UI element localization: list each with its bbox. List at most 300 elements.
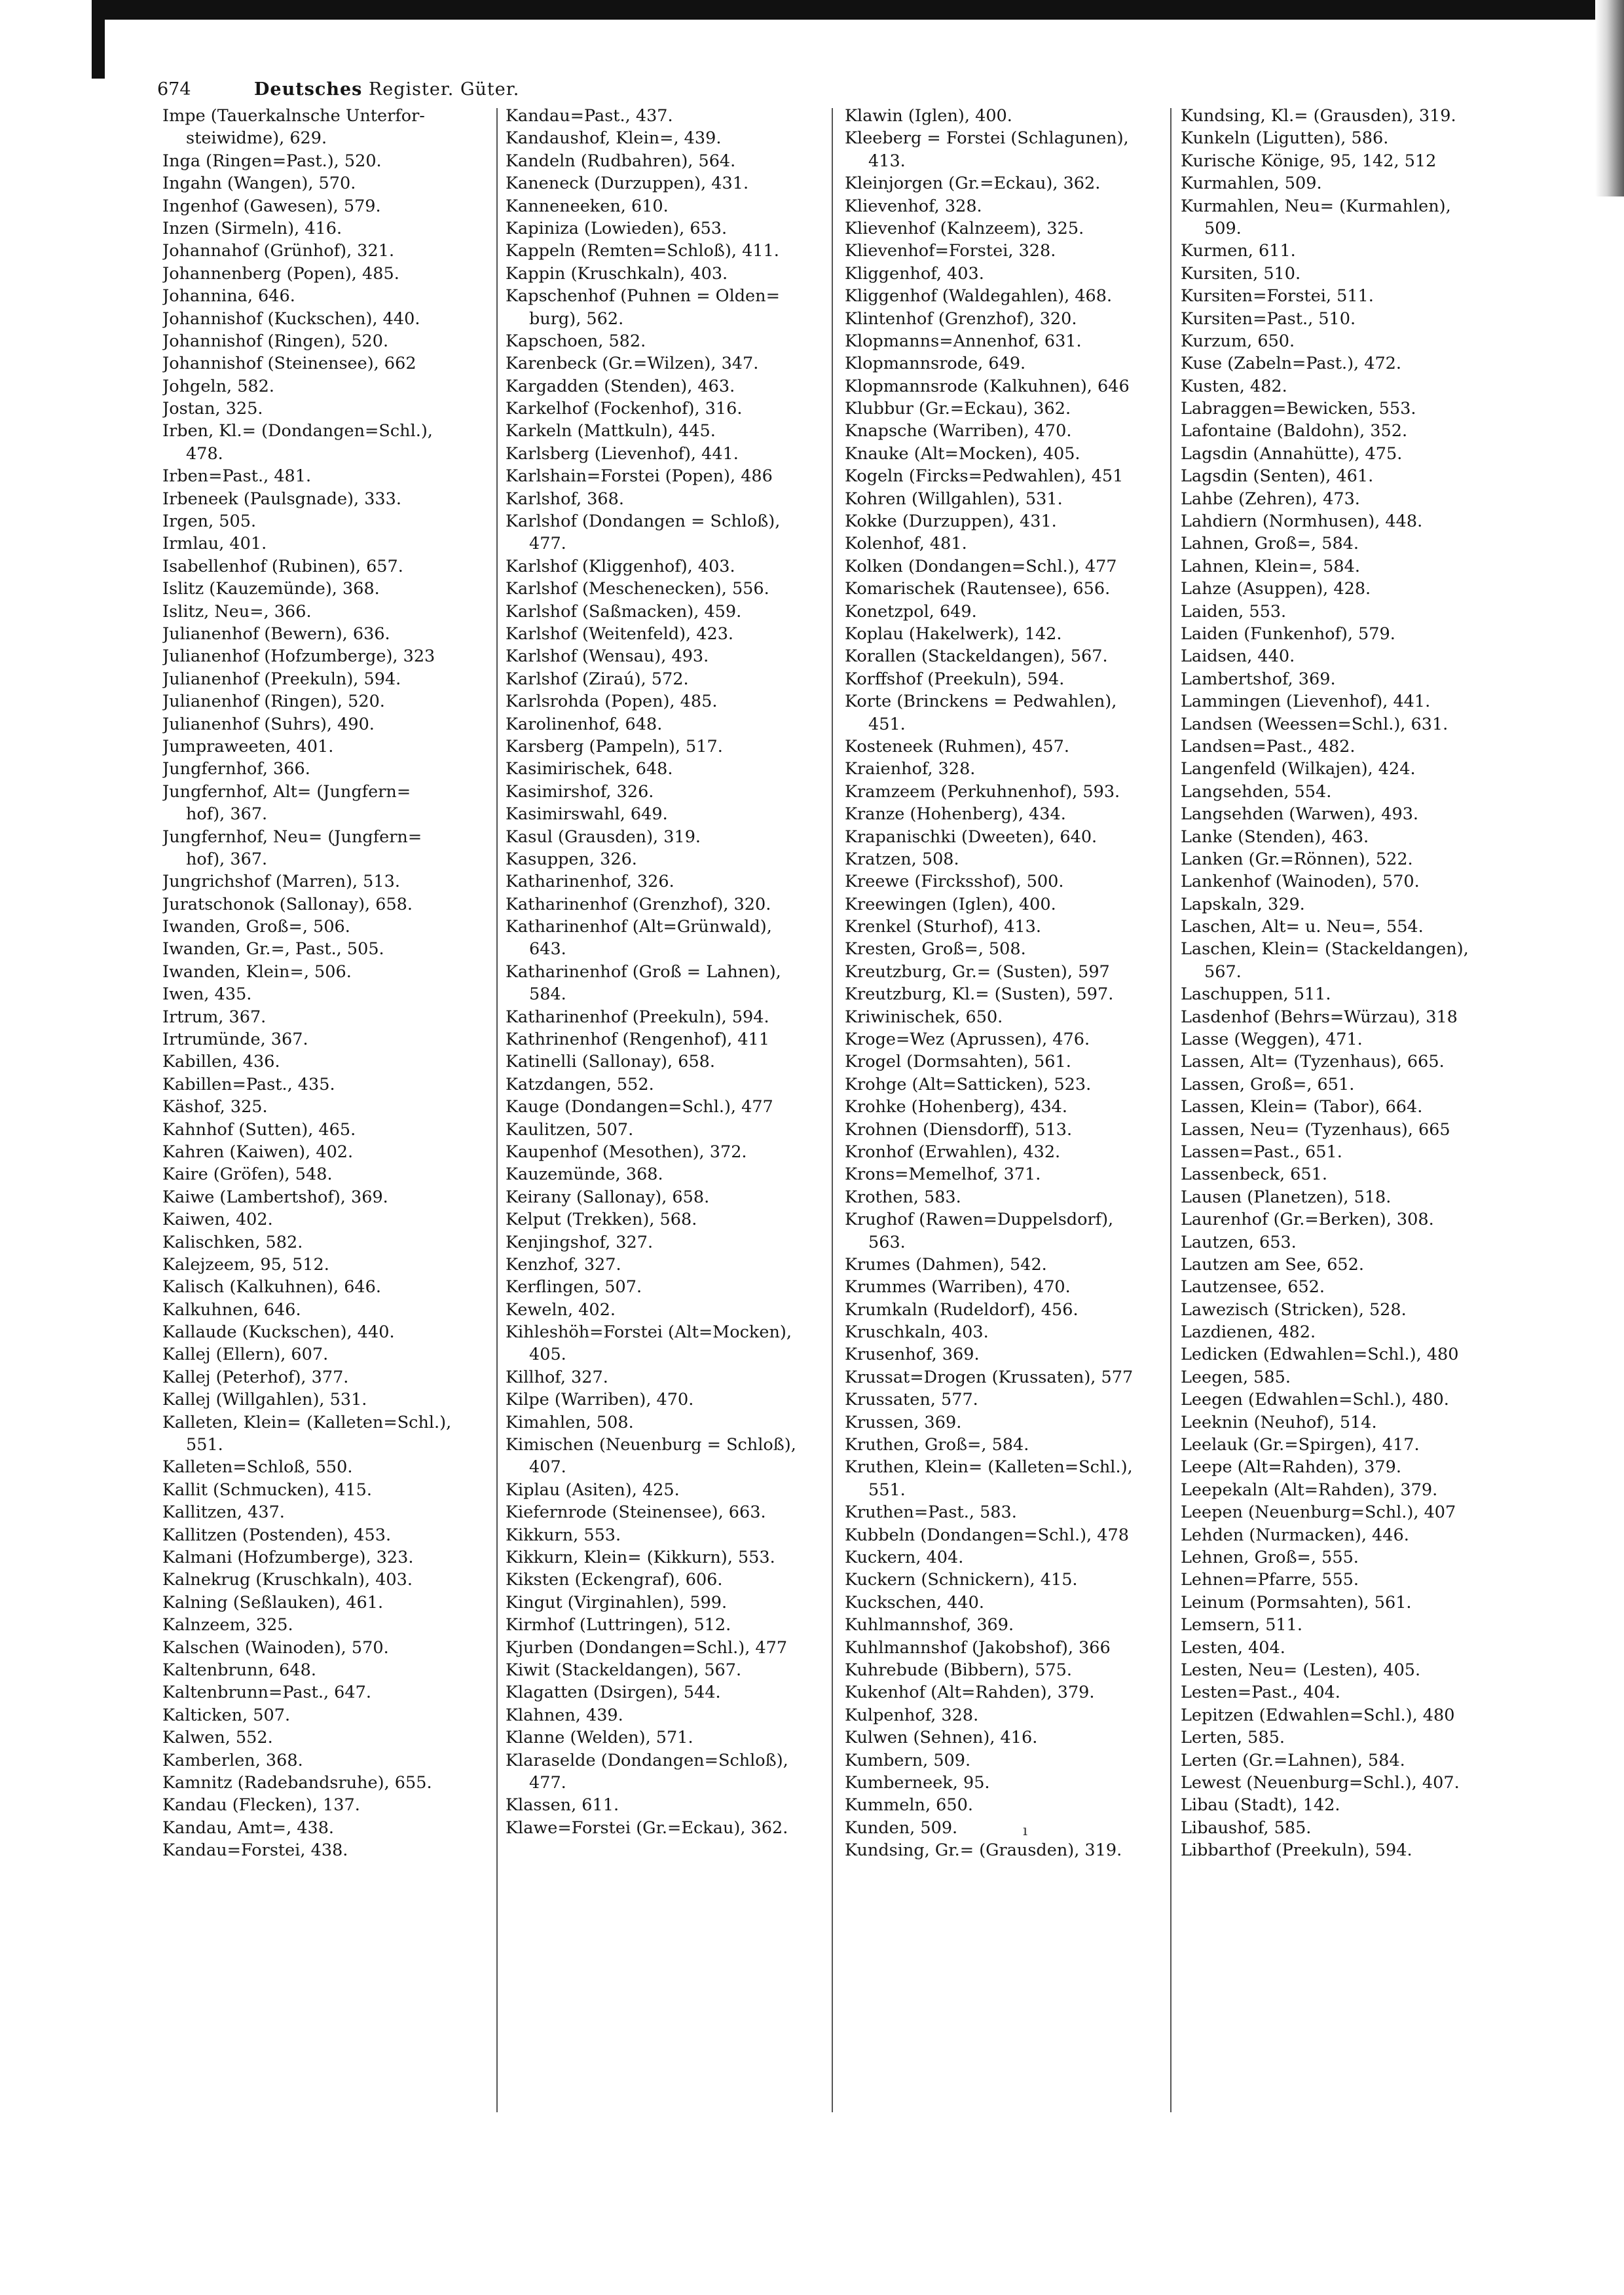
register-entry: Kandau=Past., 437. [506,106,673,126]
register-entry: Klintenhof (Grenzhof), 320. [845,308,1077,329]
register-entry: Kauzemünde, 368. [506,1165,663,1185]
register-entry: Karlshof (Ziraú), 572. [506,669,689,689]
register-entry: Kuhrebude (Bibbern), 575. [845,1660,1073,1680]
register-entry: Kabillen, 436. [162,1052,280,1072]
register-entry: Kandau=Forstei, 438. [162,1840,348,1861]
register-entry: Kalnekrug (Kruschkaln), 403. [162,1570,413,1590]
register-entry: Lanke (Stenden), 463. [1181,827,1369,847]
register-entry: Jungfernhof, Alt= (Jungfern= [162,781,411,802]
register-entry: Kokke (Durzuppen), 431. [845,512,1057,532]
register-entry: Kalisch (Kalkuhnen), 646. [162,1277,381,1297]
register-entry: Iwanden, Klein=, 506. [162,961,352,982]
register-entry-continuation: hof), 367. [186,804,268,825]
register-entry: Kapschoen, 582. [506,331,646,351]
register-entry: Kundsing, Kl.= (Grausden), 319. [1181,106,1456,126]
register-entry: Lausen (Planetzen), 518. [1181,1187,1392,1207]
register-entry: Lahnen, Klein=, 584. [1181,556,1360,576]
register-entry: Kroge=Wez (Aprussen), 476. [845,1030,1090,1050]
register-entry: Klopmanns=Annenhof, 631. [845,331,1082,351]
register-entry: Lapskaln, 329. [1181,894,1305,914]
register-entry: Lassenbeck, 651. [1181,1165,1327,1185]
register-entry: Kleeberg = Forstei (Schlagunen), [845,128,1129,149]
register-entry-continuation: 407. [529,1457,566,1478]
register-entry: Lemsern, 511. [1181,1615,1302,1635]
register-entry: Killhof, 327. [506,1367,608,1387]
register-entry: Klahnen, 439. [506,1705,623,1725]
register-entry: Kiwit (Stackeldangen), 567. [506,1660,742,1680]
register-entry-continuation: burg), 562. [529,308,624,329]
register-entry: Lammingen (Lievenhof), 441. [1181,692,1431,712]
register-entry: Kusten, 482. [1181,376,1287,396]
register-entry: Kalejzeem, 95, 512. [162,1254,329,1275]
register-entry: Klawe=Forstei (Gr.=Eckau), 362. [506,1818,788,1838]
register-entry: Lanken (Gr.=Rönnen), 522. [1181,849,1413,869]
register-entry: Kundsing, Gr.= (Grausden), 319. [845,1840,1122,1861]
register-entry: Karlshof (Kliggenhof), 403. [506,556,735,576]
register-entry: Inzen (Sirmeln), 416. [162,218,342,238]
register-entry: Lassen, Klein= (Tabor), 664. [1181,1097,1423,1117]
register-entry: Kalning (Seßlauken), 461. [162,1592,384,1613]
register-entry-continuation: 563. [868,1232,906,1252]
register-entry: Karlshof (Meschenecken), 556. [506,579,769,599]
register-entry: Jungfernhof, 366. [162,759,310,779]
register-entry: Kaulitzen, 507. [506,1119,634,1140]
register-entry-continuation: 509. [1204,218,1242,238]
register-entry: Lankenhof (Wainoden), 570. [1181,872,1420,892]
register-entry: Landsen=Past., 482. [1181,736,1356,756]
register-entry: Kubbeln (Dondangen=Schl.), 478 [845,1525,1129,1545]
register-entry: Irben=Past., 481. [162,466,312,487]
register-entry: Johannishof (Ringen), 520. [162,331,389,351]
register-entry: Kenzhof, 327. [506,1254,621,1275]
register-entry: Iwanden, Groß=, 506. [162,917,350,937]
register-entry: Ingahn (Wangen), 570. [162,174,356,194]
register-entry: Kursiten=Forstei, 511. [1181,286,1374,307]
register-entry: Kaire (Gröfen), 548. [162,1165,333,1185]
register-entry: Kalkuhnen, 646. [162,1299,301,1320]
register-entry: Irtrumünde, 367. [162,1030,308,1050]
register-entry: Julianenhof (Hofzumberge), 323 [162,646,435,667]
register-entry: Koplau (Hakelwerk), 142. [845,624,1062,644]
register-entry: Kursiten=Past., 510. [1181,308,1356,329]
register-entry: Kallitzen (Postenden), 453. [162,1525,392,1545]
register-entry: Lehnen=Pfarre, 555. [1181,1570,1359,1590]
register-entry: Katharinenhof, 326. [506,872,674,892]
register-entry: Kliggenhof (Waldegahlen), 468. [845,286,1113,307]
register-entry: Karlshain=Forstei (Popen), 486 [506,466,773,487]
register-entry: Laiden, 553. [1181,601,1287,622]
register-entry: Krapanischki (Dweeten), 640. [845,827,1098,847]
register-entry: Lassen, Groß=, 651. [1181,1074,1355,1094]
register-entry: Klopmannsrode, 649. [845,354,1026,374]
register-entry: Kamnitz (Radebandsruhe), 655. [162,1772,432,1793]
register-entry: Kappeln (Remten=Schloß), 411. [506,241,779,261]
register-entry: Leegen (Edwahlen=Schl.), 480. [1181,1390,1449,1410]
register-entry: Labraggen=Bewicken, 553. [1181,399,1416,419]
register-entry: Lahbe (Zehren), 473. [1181,489,1360,509]
register-entry: Kaltenbrunn=Past., 647. [162,1683,371,1703]
register-entry: Kallej (Peterhof), 377. [162,1367,349,1387]
register-entry: Impe (Tauerkalnsche Unterfor- [162,106,425,126]
register-entry: Karlsberg (Lievenhof), 441. [506,443,739,464]
register-entry: Kreewingen (Iglen), 400. [845,894,1056,914]
register-entry: Korte (Brinckens = Pedwahlen), [845,692,1117,712]
register-entry: Johannishof (Kuckschen), 440. [162,308,420,329]
register-entry: Kuhlmannshof (Jakobshof), 366 [845,1637,1111,1658]
register-entry: Kandau (Flecken), 137. [162,1795,360,1816]
register-entry: Karolinenhof, 648. [506,714,663,734]
register-entry: Lesten, 404. [1181,1637,1285,1658]
register-entry: Kjurben (Dondangen=Schl.), 477 [506,1637,788,1658]
register-entry: Kresten, Groß=, 508. [845,939,1026,960]
register-entry: Kalmani (Hofzumberge), 323. [162,1548,414,1567]
register-entry: Lambertshof, 369. [1181,669,1336,689]
register-entry: Jumpraweeten, 401. [162,736,334,756]
register-entry: Lawezisch (Stricken), 528. [1181,1299,1407,1320]
register-entry: Kreewe (Fircksshof), 500. [845,872,1064,892]
register-entry: Kingut (Virginahlen), 599. [506,1592,728,1613]
register-entry: Krumkaln (Rudeldorf), 456. [845,1299,1079,1320]
register-entry: Kogeln (Fircks=Pedwahlen), 451 [845,466,1124,487]
register-entry: Johannishof (Steinensee), 662 [162,354,416,374]
register-entry: Johannahof (Grünhof), 321. [162,241,395,261]
register-entry: Karlshof, 368. [506,489,624,509]
register-entry: Kalschen (Wainoden), 570. [162,1637,389,1658]
register-entry: Lagsdin (Senten), 461. [1181,466,1374,487]
register-column-1 [162,105,490,1861]
register-entry: Kolken (Dondangen=Schl.), 477 [845,556,1117,576]
register-entry: Kurische Könige, 95, 142, 512 [1181,151,1437,171]
register-entry: Klievenhof=Forstei, 328. [845,241,1056,261]
register-entry: Kiefernrode (Steinensee), 663. [506,1502,766,1523]
register-entry: Kalwen, 552. [162,1728,273,1748]
register-entry: Leepe (Alt=Rahden), 379. [1181,1457,1401,1478]
register-entry: Irmlau, 401. [162,534,267,554]
register-entry: Kursiten, 510. [1181,263,1301,284]
register-entry: Kalnzeem, 325. [162,1615,293,1635]
register-entry-continuation: 477. [529,1772,566,1793]
register-entry: Johgeln, 582. [162,376,274,396]
register-entry: Lahze (Asuppen), 428. [1181,579,1371,599]
register-entry: Lasdenhof (Behrs=Würzau), 318 [1181,1007,1458,1027]
register-entry: Lagsdin (Annahütte), 475. [1181,443,1403,464]
scan-corner-border [92,0,105,79]
register-entry: Kruthen=Past., 583. [845,1502,1017,1523]
register-entry: Leinum (Pormsahten), 561. [1181,1592,1412,1613]
register-entry: Kruthen, Groß=, 584. [845,1435,1029,1455]
register-entry: Kunden, 509. [845,1818,958,1838]
register-entry: Kanneneeken, 610. [506,196,669,216]
register-entry: Kleinjorgen (Gr.=Eckau), 362. [845,174,1101,194]
register-entry: Karenbeck (Gr.=Wilzen), 347. [506,354,759,374]
register-entry: Johannenberg (Popen), 485. [162,263,399,284]
register-entry: Julianenhof (Suhrs), 490. [162,714,375,734]
register-entry: Kerflingen, 507. [506,1277,642,1297]
register-entry: Lautzen am See, 652. [1181,1254,1364,1275]
register-entry: Komarischek (Rautensee), 656. [845,579,1111,599]
register-entry: Iwanden, Gr.=, Past., 505. [162,939,384,960]
register-entry: Kramzeem (Perkuhnenhof), 593. [845,781,1120,802]
page-header [157,73,1500,106]
register-entry: Katharinenhof (Groß = Lahnen), [506,961,781,982]
register-entry: Karlsrohda (Popen), 485. [506,692,718,712]
register-entry: Laschen, Alt= u. Neu=, 554. [1181,917,1424,937]
register-entry: Kelput (Trekken), 568. [506,1210,697,1230]
register-entry: Kaneneck (Durzuppen), 431. [506,174,749,194]
register-entry: Kumbern, 509. [845,1750,971,1770]
register-entry: Ingenhof (Gawesen), 579. [162,196,381,216]
register-entry: Leepen (Neuenburg=Schl.), 407 [1181,1502,1456,1523]
register-entry: Katzdangen, 552. [506,1074,654,1094]
register-entry: Lerten, 585. [1181,1728,1285,1748]
register-entry: Kapiniza (Lowieden), 653. [506,218,728,238]
page-title-rest: Register. Güter. [368,79,520,100]
register-entry-continuation: hof), 367. [186,849,268,869]
register-entry: Kaiwe (Lambertshof), 369. [162,1187,388,1207]
register-entry: Lafontaine (Baldohn), 352. [1181,421,1408,441]
register-entry: Kurmahlen, 509. [1181,174,1322,194]
register-entry: Krothen, 583. [845,1187,961,1207]
register-entry: Isabellenhof (Rubinen), 657. [162,556,403,576]
register-entry: Lehden (Nurmacken), 446. [1181,1525,1409,1545]
register-entry: Karlshof (Weitenfeld), 423. [506,624,734,644]
page-number: 674 [157,79,191,100]
register-entry: Klawin (Iglen), 400. [845,106,1012,126]
register-entry: Lahnen, Groß=, 584. [1181,534,1359,554]
stray-mark: ı [1023,1823,1028,1839]
register-entry: Irbeneek (Paulsgnade), 333. [162,489,401,509]
register-entry: Kuhlmannshof, 369. [845,1615,1014,1635]
register-entry: Lesten=Past., 404. [1181,1683,1340,1703]
register-entry: Juratschonok (Sallonay), 658. [162,894,413,914]
register-entry: Irben, Kl.= (Dondangen=Schl.), [162,421,433,441]
register-entry: Krussaten, 577. [845,1390,978,1410]
register-entry: Langsehden, 554. [1181,781,1332,802]
register-entry-continuation: 413. [868,151,906,171]
register-entry: Kiksten (Eckengraf), 606. [506,1570,723,1590]
register-entry: Kulpenhof, 328. [845,1705,979,1725]
register-entry: Kuckschen, 440. [845,1592,984,1613]
register-entry: Kargadden (Stenden), 463. [506,376,735,396]
register-entry: Kratzen, 508. [845,849,959,869]
register-entry: Klievenhof (Kalnzeem), 325. [845,218,1084,238]
register-entry-continuation: steiwidme), 629. [186,128,327,149]
register-entry: Kihleshöh=Forstei (Alt=Mocken), [506,1322,792,1343]
register-entry: Kaiwen, 402. [162,1210,273,1230]
register-entry: Kallej (Ellern), 607. [162,1345,329,1365]
register-entry: Karsberg (Pampeln), 517. [506,736,723,756]
register-entry: Karlshof (Saßmacken), 459. [506,601,742,622]
register-entry: Kulwen (Sehnen), 416. [845,1728,1038,1748]
register-entry: Leelauk (Gr.=Spirgen), 417. [1181,1435,1420,1455]
register-entry: Jungrichshof (Marren), 513. [162,872,400,892]
register-entry: Kamberlen, 368. [162,1750,303,1770]
register-entry: Iwen, 435. [162,984,252,1005]
register-entry: Kliggenhof, 403. [845,263,984,284]
register-entry: Klagatten (Dsirgen), 544. [506,1683,721,1703]
register-entry: Krohge (Alt=Satticken), 523. [845,1074,1092,1094]
scan-right-edge [1595,0,1624,196]
page-title-bold: Deutsches [254,79,363,100]
register-entry: Lautzensee, 652. [1181,1277,1325,1297]
register-entry: Laidsen, 440. [1181,646,1295,667]
register-entry: Lassen=Past., 651. [1181,1142,1342,1162]
register-column-2 [506,105,840,1839]
register-entry: Kunkeln (Ligutten), 586. [1181,128,1389,149]
register-entry: Kilpe (Warriben), 470. [506,1390,694,1410]
register-entry: Laiden (Funkenhof), 579. [1181,624,1395,644]
register-entry: Lahdiern (Normhusen), 448. [1181,512,1423,532]
register-entry: Kathrinenhof (Rengenhof), 411 [506,1030,770,1050]
register-entry-continuation: 551. [186,1435,223,1455]
register-entry: Kasimirischek, 648. [506,759,673,779]
register-entry: Krogel (Dormsahten), 561. [845,1052,1071,1072]
register-entry: Kurzum, 650. [1181,331,1295,351]
column-divider [496,108,498,2112]
register-entry: Lerten (Gr.=Lahnen), 584. [1181,1750,1405,1770]
page-title [254,73,519,106]
register-entry: Kenjingshof, 327. [506,1232,654,1252]
register-entry: Knapsche (Warriben), 470. [845,421,1072,441]
register-entry: Laschen, Klein= (Stackeldangen), [1181,939,1469,960]
register-entry: Islitz (Kauzemünde), 368. [162,579,380,599]
register-entry: Kalischken, 582. [162,1232,303,1252]
register-entry: Käshof, 325. [162,1097,268,1117]
register-entry: Leepekaln (Alt=Rahden), 379. [1181,1480,1438,1500]
register-entry: Inga (Ringen=Past.), 520. [162,151,382,171]
register-entry: Karkeln (Mattkuln), 445. [506,421,716,441]
register-entry: Kurmen, 611. [1181,241,1296,261]
register-entry: Kuckern, 404. [845,1548,964,1567]
register-entry: Kurmahlen, Neu= (Kurmahlen), [1181,196,1451,216]
register-entry: Kappin (Kruschkaln), 403. [506,263,728,284]
register-entry: Kukenhof (Alt=Rahden), 379. [845,1683,1095,1703]
register-entry: Kraienhof, 328. [845,759,976,779]
register-entry: Julianenhof (Preekuln), 594. [162,669,401,689]
register-entry: Kimischen (Neuenburg = Schloß), [506,1435,796,1455]
register-entry: Korffshof (Preekuln), 594. [845,669,1065,689]
register-entry: Katinelli (Sallonay), 658. [506,1052,715,1072]
register-entry: Kallit (Schmucken), 415. [162,1480,372,1500]
register-entry: Langsehden (Warwen), 493. [1181,804,1419,825]
register-entry-continuation: 477. [529,534,566,554]
register-entry: Krussen, 369. [845,1412,962,1432]
register-entry: Kallej (Willgahlen), 531. [162,1390,367,1410]
register-entry: Libau (Stadt), 142. [1181,1795,1340,1816]
register-entry: Johannina, 646. [162,286,295,307]
register-entry: Lewest (Neuenburg=Schl.), 407. [1181,1772,1460,1793]
register-entry: Kruthen, Klein= (Kalleten=Schl.), [845,1457,1133,1478]
register-entry: Kahnhof (Sutten), 465. [162,1119,356,1140]
register-entry: Krenkel (Sturhof), 413. [845,917,1041,937]
register-entry: Kaupenhof (Mesothen), 372. [506,1142,747,1162]
register-entry: Krusenhof, 369. [845,1345,980,1365]
register-entry-continuation: 551. [868,1480,906,1500]
register-entry: Kreutzburg, Gr.= (Susten), 597 [845,961,1110,982]
register-entry: Leeknin (Neuhof), 514. [1181,1412,1377,1432]
register-entry: Kirmhof (Luttringen), 512. [506,1615,731,1635]
register-entry: Kimahlen, 508. [506,1412,634,1432]
register-entry: Katharinenhof (Preekuln), 594. [506,1007,769,1027]
register-entry: Klaraselde (Dondangen=Schloß), [506,1750,788,1770]
register-entry: Kauge (Dondangen=Schl.), 477 [506,1097,773,1117]
register-entry: Kallaude (Kuckschen), 440. [162,1322,395,1343]
register-entry: Islitz, Neu=, 366. [162,601,312,622]
register-column-4 [1181,105,1508,1861]
register-entry: Kosteneek (Ruhmen), 457. [845,736,1069,756]
register-entry: Knauke (Alt=Mocken), 405. [845,443,1080,464]
register-entry: Kasimirswahl, 649. [506,804,668,825]
register-entry: Lassen, Alt= (Tyzenhaus), 665. [1181,1052,1445,1072]
register-entry: Kandau, Amt=, 438. [162,1818,335,1838]
register-entry: Kreutzburg, Kl.= (Susten), 597. [845,984,1114,1005]
register-entry: Lesten, Neu= (Lesten), 405. [1181,1660,1421,1680]
register-entry: Keirany (Sallonay), 658. [506,1187,710,1207]
register-entry: Kummeln, 650. [845,1795,973,1816]
register-entry: Kohren (Willgahlen), 531. [845,489,1063,509]
register-entry: Klanne (Welden), 571. [506,1728,693,1748]
register-entry: Laurenhof (Gr.=Berken), 308. [1181,1210,1434,1230]
register-entry: Lehnen, Groß=, 555. [1181,1548,1359,1567]
register-entry: Ledicken (Edwahlen=Schl.), 480 [1181,1345,1459,1365]
register-entry: Langenfeld (Wilkajen), 424. [1181,759,1416,779]
register-entry: Krussat=Drogen (Krussaten), 577 [845,1367,1134,1387]
register-entry: Kasimirshof, 326. [506,781,654,802]
register-entry: Kapschenhof (Puhnen = Olden= [506,286,780,307]
register-entry: Kabillen=Past., 435. [162,1074,335,1094]
register-entry: Katharinenhof (Grenzhof), 320. [506,894,771,914]
register-entry: Landsen (Weessen=Schl.), 631. [1181,714,1449,734]
register-entry: Karlshof (Dondangen = Schloß), [506,512,781,532]
register-entry: Kalleten=Schloß, 550. [162,1457,353,1478]
register-entry: Kikkurn, Klein= (Kikkurn), 553. [506,1548,775,1567]
register-entry: Kallitzen, 437. [162,1502,285,1523]
register-entry: Kranze (Hohenberg), 434. [845,804,1066,825]
register-entry: Julianenhof (Ringen), 520. [162,692,385,712]
register-entry: Kuse (Zabeln=Past.), 472. [1181,354,1402,374]
register-entry: Kandaushof, Klein=, 439. [506,128,722,149]
register-entry-continuation: 478. [186,443,223,464]
register-entry: Julianenhof (Bewern), 636. [162,624,390,644]
register-entry: Lassen, Neu= (Tyzenhaus), 665 [1181,1119,1450,1140]
register-entry: Lasse (Weggen), 471. [1181,1030,1363,1050]
register-entry: Klassen, 611. [506,1795,619,1816]
register-entry: Kaltenbrunn, 648. [162,1660,316,1680]
register-entry: Jungfernhof, Neu= (Jungfern= [162,827,422,847]
register-entry: Krons=Memelhof, 371. [845,1165,1041,1185]
register-column-3 [845,105,1172,1861]
register-entry: Kuckern (Schnickern), 415. [845,1570,1078,1590]
register-entry: Irtrum, 367. [162,1007,267,1027]
register-entry: Krohke (Hohenberg), 434. [845,1097,1068,1117]
scan-top-border [92,0,1624,20]
register-entry: Korallen (Stackeldangen), 567. [845,646,1108,667]
register-entry: Kalticken, 507. [162,1705,291,1725]
register-entry: Jostan, 325. [162,399,263,419]
register-entry: Krohnen (Diensdorff), 513. [845,1119,1073,1140]
register-entry: Karkelhof (Fockenhof), 316. [506,399,743,419]
register-entry-continuation: 643. [529,939,566,960]
register-entry: Irgen, 505. [162,512,257,532]
register-entry: Kandeln (Rudbahren), 564. [506,151,736,171]
register-entry: Katharinenhof (Alt=Grünwald), [506,917,772,937]
register-entry: Leegen, 585. [1181,1367,1291,1387]
register-entry: Kasul (Grausden), 319. [506,827,701,847]
register-entry: Kumberneek, 95. [845,1772,990,1793]
register-entry: Kiplau (Asiten), 425. [506,1480,680,1500]
register-entry: Kriwinischek, 650. [845,1007,1003,1027]
register-entry: Krummes (Warriben), 470. [845,1277,1071,1297]
